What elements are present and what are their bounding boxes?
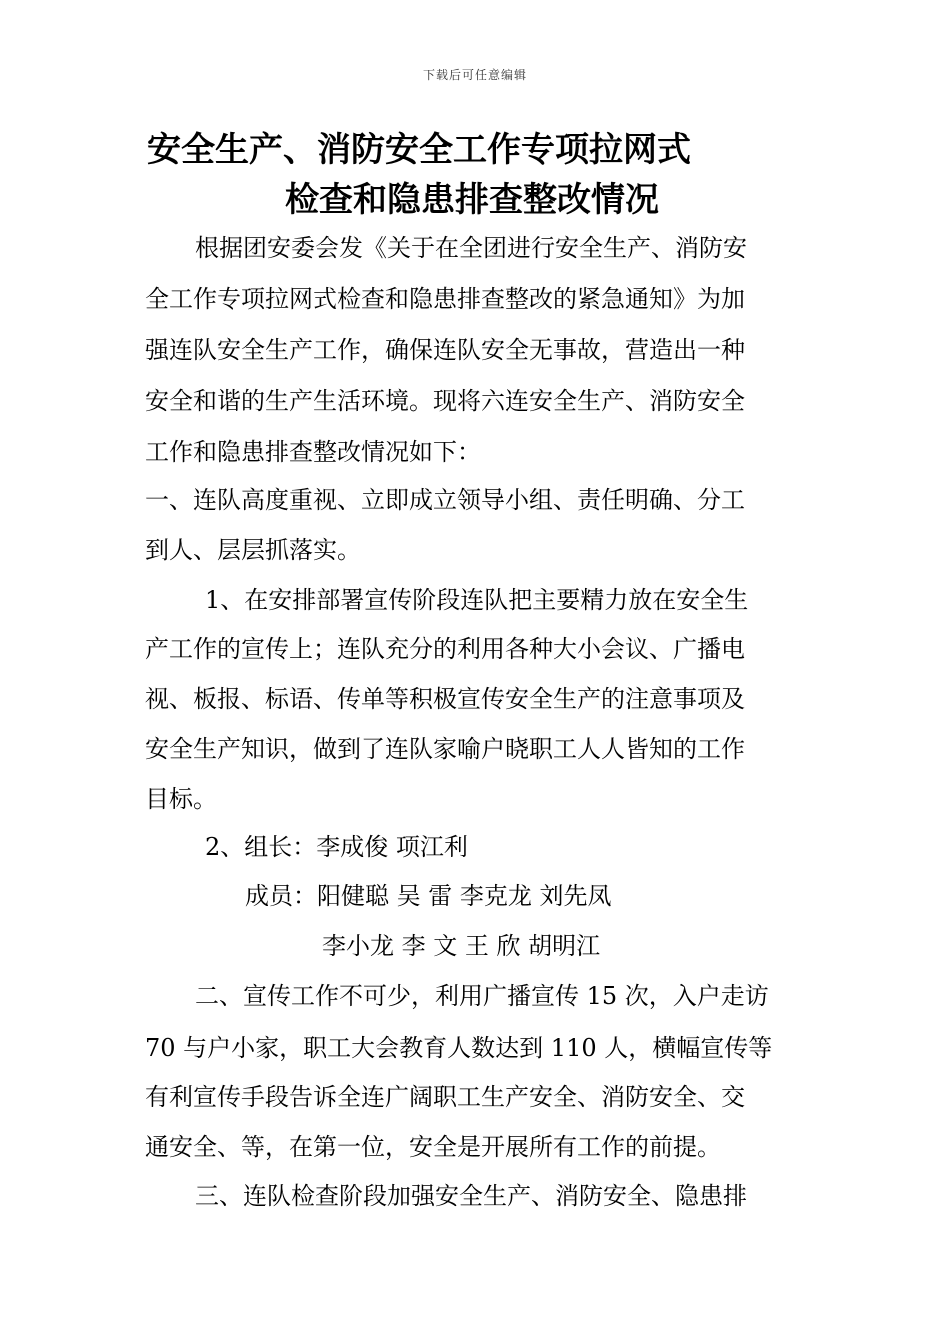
section-2-line-1: 二、宣传工作不可少，利用广播宣传 15 次，入户走访 — [195, 982, 769, 1010]
header-note: 下载后可任意编辑 — [422, 68, 527, 82]
intro-line-2: 全工作专项拉网式检查和隐患排查整改的紧急通知》为加 — [145, 285, 745, 313]
document-title-line-2: 检查和隐患排查整改情况 — [285, 180, 659, 220]
intro-line-1: 根据团安委会发《关于在全团进行安全生产、消防安 — [195, 234, 747, 262]
section-3-line-1: 三、连队检查阶段加强安全生产、消防安全、隐患排 — [195, 1182, 747, 1210]
intro-line-4: 安全和谐的生产生活环境。现将六连安全生产、消防安全 — [145, 387, 745, 415]
item-1-line-5: 目标。 — [145, 785, 217, 813]
item-1-line-2: 产工作的宣传上；连队充分的利用各种大小会议、广播电 — [145, 635, 745, 663]
section-2-line-2: 70 与户小家，职工大会教育人数达到 110 人，横幅宣传等 — [145, 1034, 773, 1062]
section-2-line-4: 通安全、等，在第一位，安全是开展所有工作的前提。 — [145, 1133, 721, 1161]
section-1-heading-line-2: 到人、层层抓落实。 — [145, 536, 361, 564]
item-1-line-1: 1、在安排部署宣传阶段连队把主要精力放在安全生 — [205, 586, 749, 614]
item-2-members-1: 成员：阳健聪 吴 雷 李克龙 刘先凤 — [245, 882, 612, 910]
intro-line-5: 工作和隐患排查整改情况如下： — [145, 438, 481, 466]
item-1-line-3: 视、板报、标语、传单等积极宣传安全生产的注意事项及 — [145, 685, 745, 713]
document-title-line-1: 安全生产、消防安全工作专项拉网式 — [147, 130, 691, 170]
item-2-leaders: 2、组长：李成俊 项江利 — [205, 833, 468, 861]
item-2-members-2: 李小龙 李 文 王 欣 胡明江 — [322, 932, 601, 960]
section-1-heading-line-1: 一、连队高度重视、立即成立领导小组、责任明确、分工 — [145, 486, 745, 514]
intro-line-3: 强连队安全生产工作，确保连队安全无事故，营造出一种 — [145, 336, 745, 364]
item-1-line-4: 安全生产知识，做到了连队家喻户晓职工人人皆知的工作 — [145, 735, 745, 763]
section-2-line-3: 有利宣传手段告诉全连广阔职工生产安全、消防安全、交 — [145, 1083, 745, 1111]
